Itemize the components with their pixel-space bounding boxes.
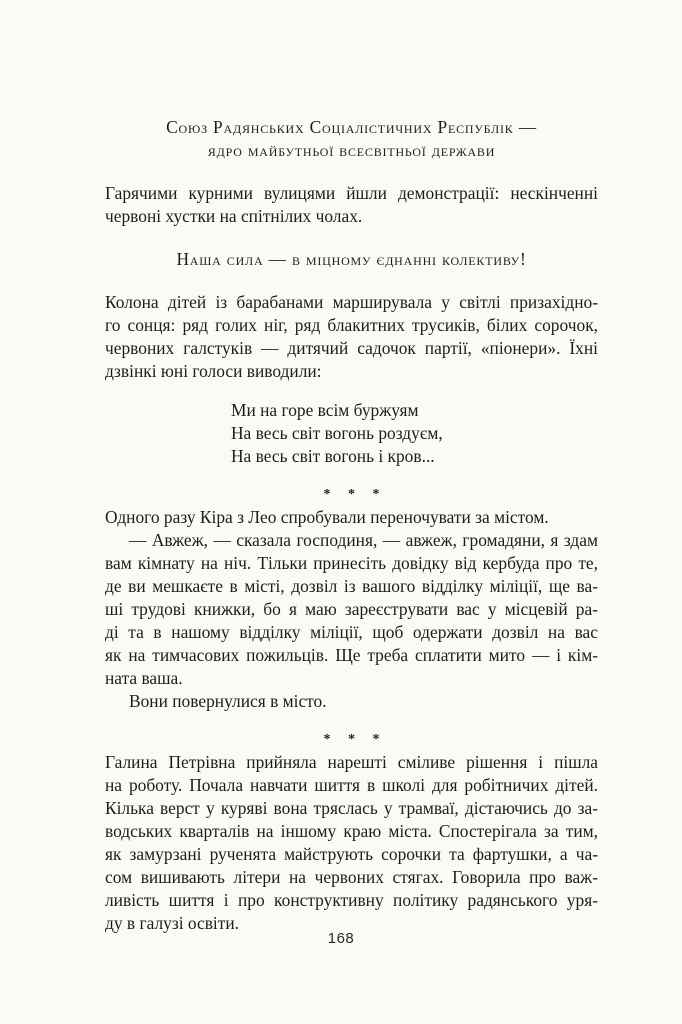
text-line: Гарячими курними вулицями йшли демонстрації: нескінченні: [105, 183, 598, 203]
verse-line: Ми на горе всім буржуям: [231, 400, 419, 420]
text-line: ливість шиття і про конструктивну політику радянського уря-: [105, 890, 598, 910]
text-line: як замурзані рученята майструють сорочки та фартушки, а ча-: [105, 844, 598, 864]
text-line: ді та в нашому відділку міліції, щоб одержати дозвіл на вас: [105, 622, 598, 642]
text-line: водських кварталів на іншому краю міста. Спостерігала за тим,: [105, 821, 598, 841]
text-line: вам кімнату на ніч. Тільки принесіть довідку від кербуда про те,: [105, 553, 598, 573]
para: [105, 751, 598, 935]
heading-line: Союз Радянських Соціалістичних Республік —: [166, 117, 537, 137]
text-line: ші трудові книжки, бо я маю зареєструвати вас у місцевій ра-: [105, 599, 598, 619]
section-divider: * * *: [323, 732, 387, 747]
para: [105, 506, 598, 529]
text-line: Кілька верст у куряві вона тряслась у трамваї, дістаючись до за-: [105, 798, 598, 818]
heading-line: Наша сила — в міцному єднанні колективу!: [176, 249, 527, 269]
text-line: сом вишивають літери на червоних стягах. Говорила про важ-: [105, 867, 598, 887]
heading-line: ядро майбутньої всесвітньої держави: [207, 140, 496, 160]
text-line: Вони повернулися в місто.: [129, 691, 327, 711]
heading: [105, 248, 598, 271]
text-line: го сонця: ряд голих ніг, ряд блакитних трусиків, білих сорочок,: [105, 315, 598, 335]
page-number: 168: [327, 930, 355, 947]
para: [105, 529, 598, 690]
page-content: [105, 0, 598, 935]
text-line: на роботу. Почала навчати шиття в школі для робітничих дітей.: [105, 775, 598, 795]
text-line: Галина Петрівна прийняла нарешті сміливе рішення і пішла: [105, 752, 598, 772]
text-line: ду в галузі освіти.: [105, 913, 240, 933]
text-line: як на тимчасових пожильців. Ще треба сплатити мито — і кім-: [105, 645, 598, 665]
text-line: ната ваша.: [105, 668, 183, 688]
section-divider: * * *: [323, 487, 387, 502]
text-line: червоні хустки на спітнілих чолах.: [105, 206, 363, 226]
verse-line: На весь світ вогонь роздуєм,: [231, 423, 443, 443]
text-line: де ви мешкаєте в місті, дозвіл із вашого відділку міліції, ще ва-: [105, 576, 598, 596]
para: [105, 690, 598, 713]
text-line: Одного разу Кіра з Лео спробували переночувати за містом.: [105, 507, 549, 527]
verse: [231, 399, 598, 468]
text-line: червоних галстуків — дитячий садочок партії, «піонери». Їхні: [105, 338, 598, 358]
text-line: дзвінкі юні голоси виводили:: [105, 361, 322, 381]
text-line: — Авжеж, — сказала господиня, — авжеж, громадяни, я здам: [129, 530, 598, 550]
verse-line: На весь світ вогонь і кров...: [231, 446, 435, 466]
para: [105, 291, 598, 383]
heading: [105, 116, 598, 162]
para: [105, 182, 598, 228]
text-line: Колона дітей із барабанами марширувала у світлі призахідно-: [105, 292, 598, 312]
